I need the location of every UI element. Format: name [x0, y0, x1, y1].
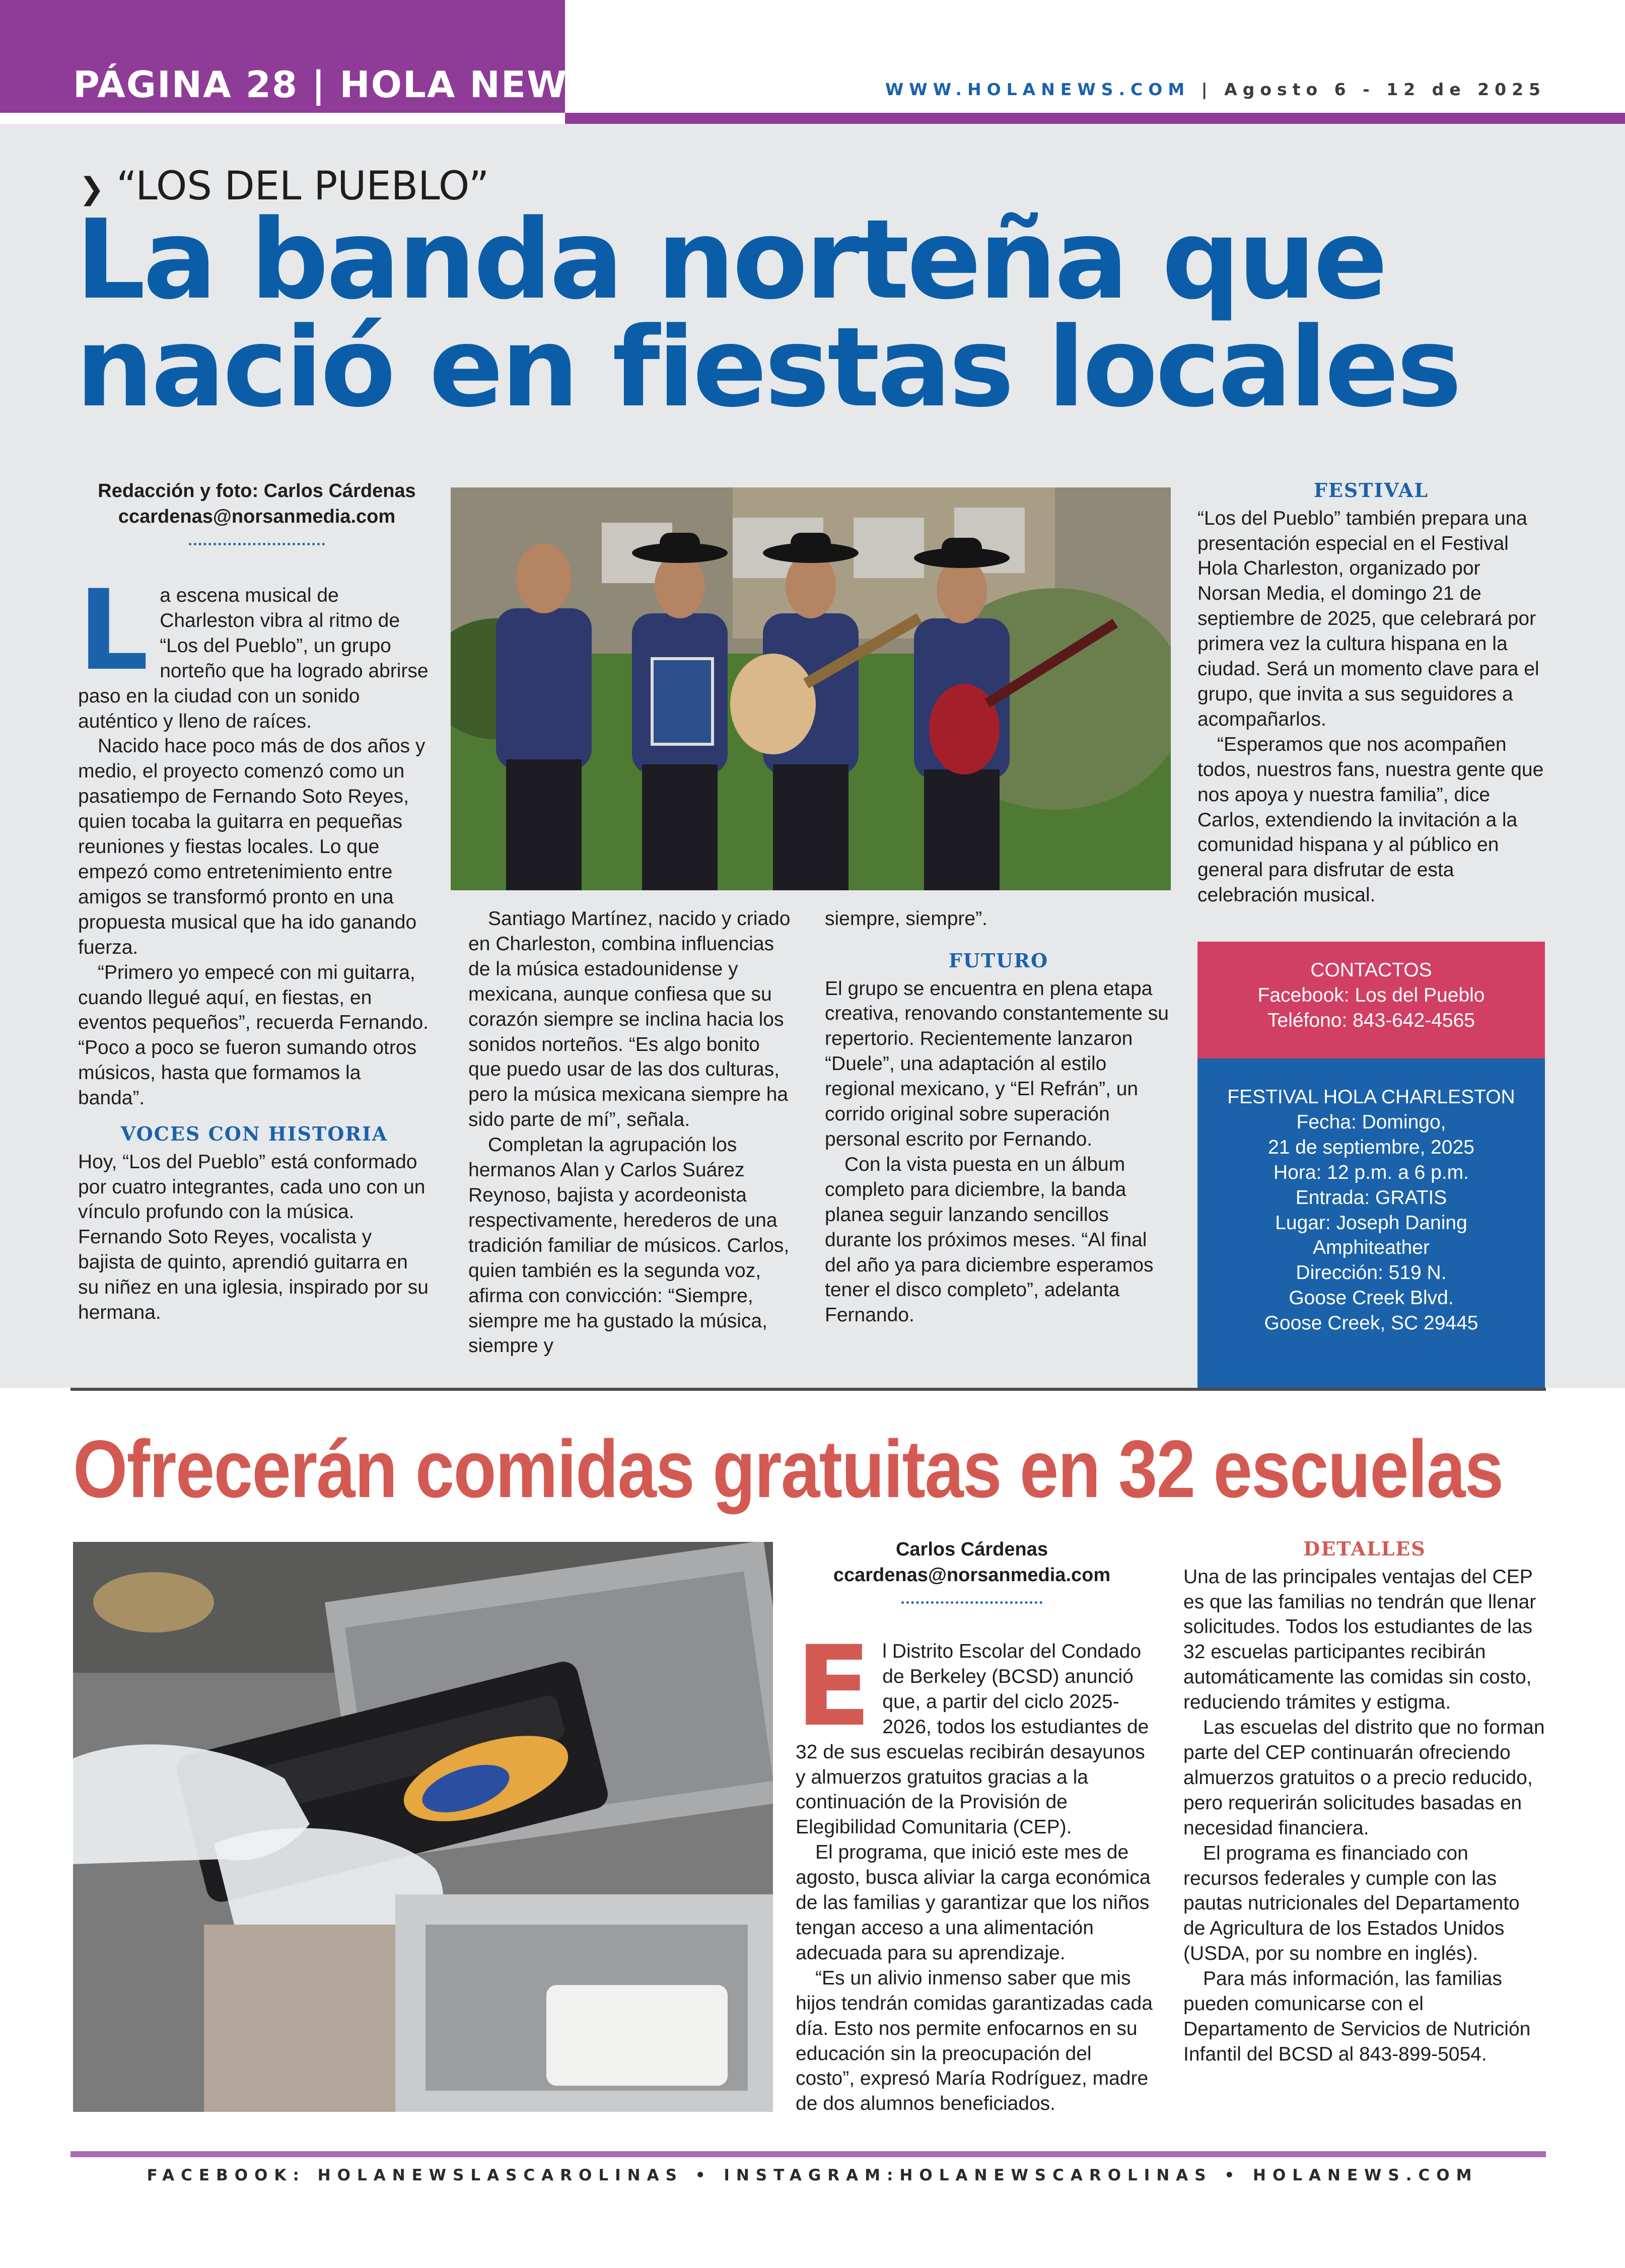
festival-date-line2: 21 de septiembre, 2025 [1268, 1136, 1474, 1158]
festival-info-box [1197, 1058, 1545, 1388]
footer-social-links[interactable]: FACEBOOK: HOLANEWSLASCAROLINAS • INSTAGRAM:HOLANEWSCAROLINAS • HOLANEWS.COM [147, 2166, 1478, 2184]
festival-entry: Entrada: GRATIS [1295, 1186, 1447, 1209]
contacts-box [1197, 942, 1545, 1058]
byline-email[interactable]: ccardenas@norsanmedia.com [833, 1564, 1111, 1586]
festival-venue-line2: Amphiteather [1313, 1237, 1430, 1259]
paragraph: Santiago Martínez, nacido y criado en Charleston, combina influencias de la música estadounidense y mexicana, aunque confiesa que su corazón siempre se inclina hacia los sonidos norteños. “Es algo bonito que puedo usar de las dos culturas, pero la música mexicana siempre ha sido parte de mí”, señala. [468, 908, 791, 1131]
page-number-label: PÁGINA 28 | HOLA NEWS [73, 63, 595, 106]
paragraph: Para más información, las familias pueden comunicarse con el Departamento de Servicios de Nutrición Infantil del BCSD al 843-899-5054. [1183, 1968, 1531, 2065]
byline-divider [189, 543, 325, 545]
paragraph: “Es un alivio inmenso saber que mis hijos tendrán comidas garantizadas cada día. Esto nos permite enfocarnos en su educación sin la preocupación del costo”, expresó María Rodríguez, madre de dos alumnos beneficiados. [796, 1967, 1153, 2115]
paragraph: Con la vista puesta en un álbum completo para diciembre, la banda planea seguir lanzando sencillos durante los próximos meses. “Al final del año ya para diciembre esperamos tener el disco completo”, adelanta Fernando. [825, 1153, 1154, 1326]
article1-column-3 [825, 906, 1172, 1328]
byline-author: Redacción y foto: Carlos Cárdenas [98, 480, 416, 502]
subhead-futuro: FUTURO [948, 949, 1049, 972]
chevron-right-icon: ❯ [79, 171, 105, 206]
paragraph: El programa es financiado con recursos federales y cumple con las pautas nutricionales del Departamento de Agricultura de los Estados Unidos (USDA, por su nombre en inglés). [1183, 1842, 1520, 1965]
lead-text: l Distrito Escolar del Condado de Berkeley (BCSD) anunció que, a partir del ciclo 2025-2026, todos los estudiantes de 32 de sus escuelas recibirán desayunos y almuerzos gratuitos gracias a la continuación de la Provisión de Elegibilidad Comunitaria (CEP). [796, 1641, 1149, 1838]
article2-column-1 [796, 1622, 1156, 2116]
byline-email[interactable]: ccardenas@norsanmedia.com [118, 506, 396, 527]
header-separator: | [1190, 80, 1225, 99]
subhead-detalles: DETALLES [1303, 1537, 1426, 1560]
article1-column-1 [78, 566, 431, 1325]
subhead-festival: FESTIVAL [1313, 479, 1429, 502]
school-meal-photo-illustration [73, 1542, 773, 2112]
article2-headline: Ofrecerán comidas gratuitas en 32 escuelas [73, 1424, 1503, 1515]
lead-paragraph [796, 1622, 1156, 1840]
lead-paragraph [78, 566, 431, 734]
festival-date-line1: Fecha: Domingo, [1296, 1111, 1446, 1133]
festival-address-line2: Goose Creek Blvd. [1289, 1287, 1454, 1309]
article1-column-4 [1197, 478, 1545, 908]
kicker-text: “LOS DEL PUEBLO” [116, 164, 489, 209]
contacts-facebook[interactable]: Facebook: Los del Pueblo [1257, 984, 1485, 1006]
paragraph: siempre, siempre”. [825, 908, 987, 930]
subhead-voces: VOCES CON HISTORIA [120, 1122, 388, 1146]
paragraph: El grupo se encuentra en plena etapa creativa, renovando constantemente su repertorio. Recientemente lanzaron “Duele”, una adaptación al estilo regional mexicano, y “El Refrán”, un corrido original sobre superación personal escrito por Fernando. [825, 977, 1169, 1150]
band-photo [451, 487, 1171, 890]
festival-venue-line1: Lugar: Joseph Daning [1275, 1212, 1467, 1234]
contacts-phone[interactable]: Teléfono: 843-642-4565 [1267, 1009, 1475, 1031]
festival-title: FESTIVAL HOLA CHARLESTON [1227, 1086, 1515, 1108]
paragraph: El programa, que inició este mes de agosto, busca aliviar la carga económica de las familias y garantizar que los niños tengan acceso a una alimentación adecuada para su aprendizaje. [796, 1841, 1151, 1964]
section-divider [70, 1388, 1546, 1391]
drop-cap: E [796, 1622, 872, 1751]
issue-date: Agosto 6 - 12 de 2025 [1224, 80, 1546, 99]
paragraph: “Los del Pueblo” también prepara una presentación especial en el Festival Hola Charleston, organizado por Norsan Media, el domingo 21 de septiembre de 2025, que celebrará por primera vez la cultura hispana en la ciudad. Será un momento clave para el grupo, que invita a sus seguidores a acompañarlos. [1197, 507, 1539, 730]
paragraph: “Esperamos que nos acompañen todos, nuestros fans, nuestra gente que nos apoya y nuestra familia”, dice Carlos, extendiendo la invitación a la comunidad hispana y al público en general para disfrutar de esta celebración musical. [1197, 733, 1544, 906]
byline-divider [901, 1601, 1042, 1604]
band-photo-illustration [451, 487, 1171, 890]
footer-rule [70, 2151, 1546, 2157]
paragraph: Las escuelas del distrito que no forman parte del CEP continuarán ofreciendo almuerzos gratuitos o a precio reducido, pero requerirán solicitudes basadas en necesidad financiera. [1183, 1717, 1545, 1839]
article2-column-2 [1183, 1537, 1546, 2067]
article-byline [78, 478, 436, 545]
paragraph: Nacido hace poco más de dos años y medio, el proyecto comenzó como un pasatiempo de Fernando Soto Reyes, quien tocaba la guitarra en pequeñas reuniones y fiestas locales. Lo que empezó como entretenimiento entre amigos se transformó pronto en una propuesta musical que ha ido ganando fuerza. [78, 735, 426, 958]
festival-address-line3: Goose Creek, SC 29445 [1264, 1312, 1478, 1334]
header-dateline [885, 80, 1546, 99]
festival-hours: Hora: 12 p.m. a 6 p.m. [1273, 1161, 1469, 1183]
paragraph: “Primero yo empecé con mi guitarra, cuando llegué aquí, en fiestas, en eventos pequeños”, recuerda Fernando. “Poco a poco se fueron sumando otros músicos, hasta que formamos la banda”. [78, 961, 429, 1109]
school-meal-photo [73, 1542, 773, 2112]
lead-text: a escena musical de Charleston vibra al ritmo de “Los del Pueblo”, un grupo norteño que ha logrado abrirse paso en la ciudad con un sonido auténtico y lleno de raíces. [78, 585, 429, 732]
festival-address-line1: Dirección: 519 N. [1296, 1262, 1447, 1284]
paragraph: Hoy, “Los del Pueblo” está conformado por cuatro integrantes, cada uno con un vínculo profundo con la música. Fernando Soto Reyes, vocalista y bajista de quinto, aprendió guitarra en su niñez en una iglesia, inspirado por su hermana. [78, 1151, 429, 1324]
contacts-title: CONTACTOS [1310, 959, 1432, 981]
byline-author: Carlos Cárdenas [895, 1539, 1048, 1560]
drop-cap: L [78, 566, 149, 695]
article-headline: La banda norteña que nació en fiestas locales [76, 196, 1460, 432]
paragraph: Una de las principales ventajas del CEP es que las familias no tendrán que llenar solicitudes. Todos los estudiantes de las 32 escuelas participantes recibirán automáticamente las comidas sin costo, reduciendo trámites y estigma. [1183, 1566, 1536, 1714]
article2-byline [796, 1537, 1148, 1604]
paragraph: Completan la agrupación los hermanos Alan y Carlos Suárez Reynoso, bajista y acordeonista respectivamente, herederos de una tradición familiar de músicos. Carlos, quien también es la segunda voz, afirma con convicción: “Siempre, siempre me ha gustado la música, siempre y [468, 1134, 790, 1357]
header-rule [565, 113, 1625, 124]
article1-column-2 [468, 906, 796, 1359]
site-url[interactable]: WWW.HOLANEWS.COM [885, 80, 1190, 99]
